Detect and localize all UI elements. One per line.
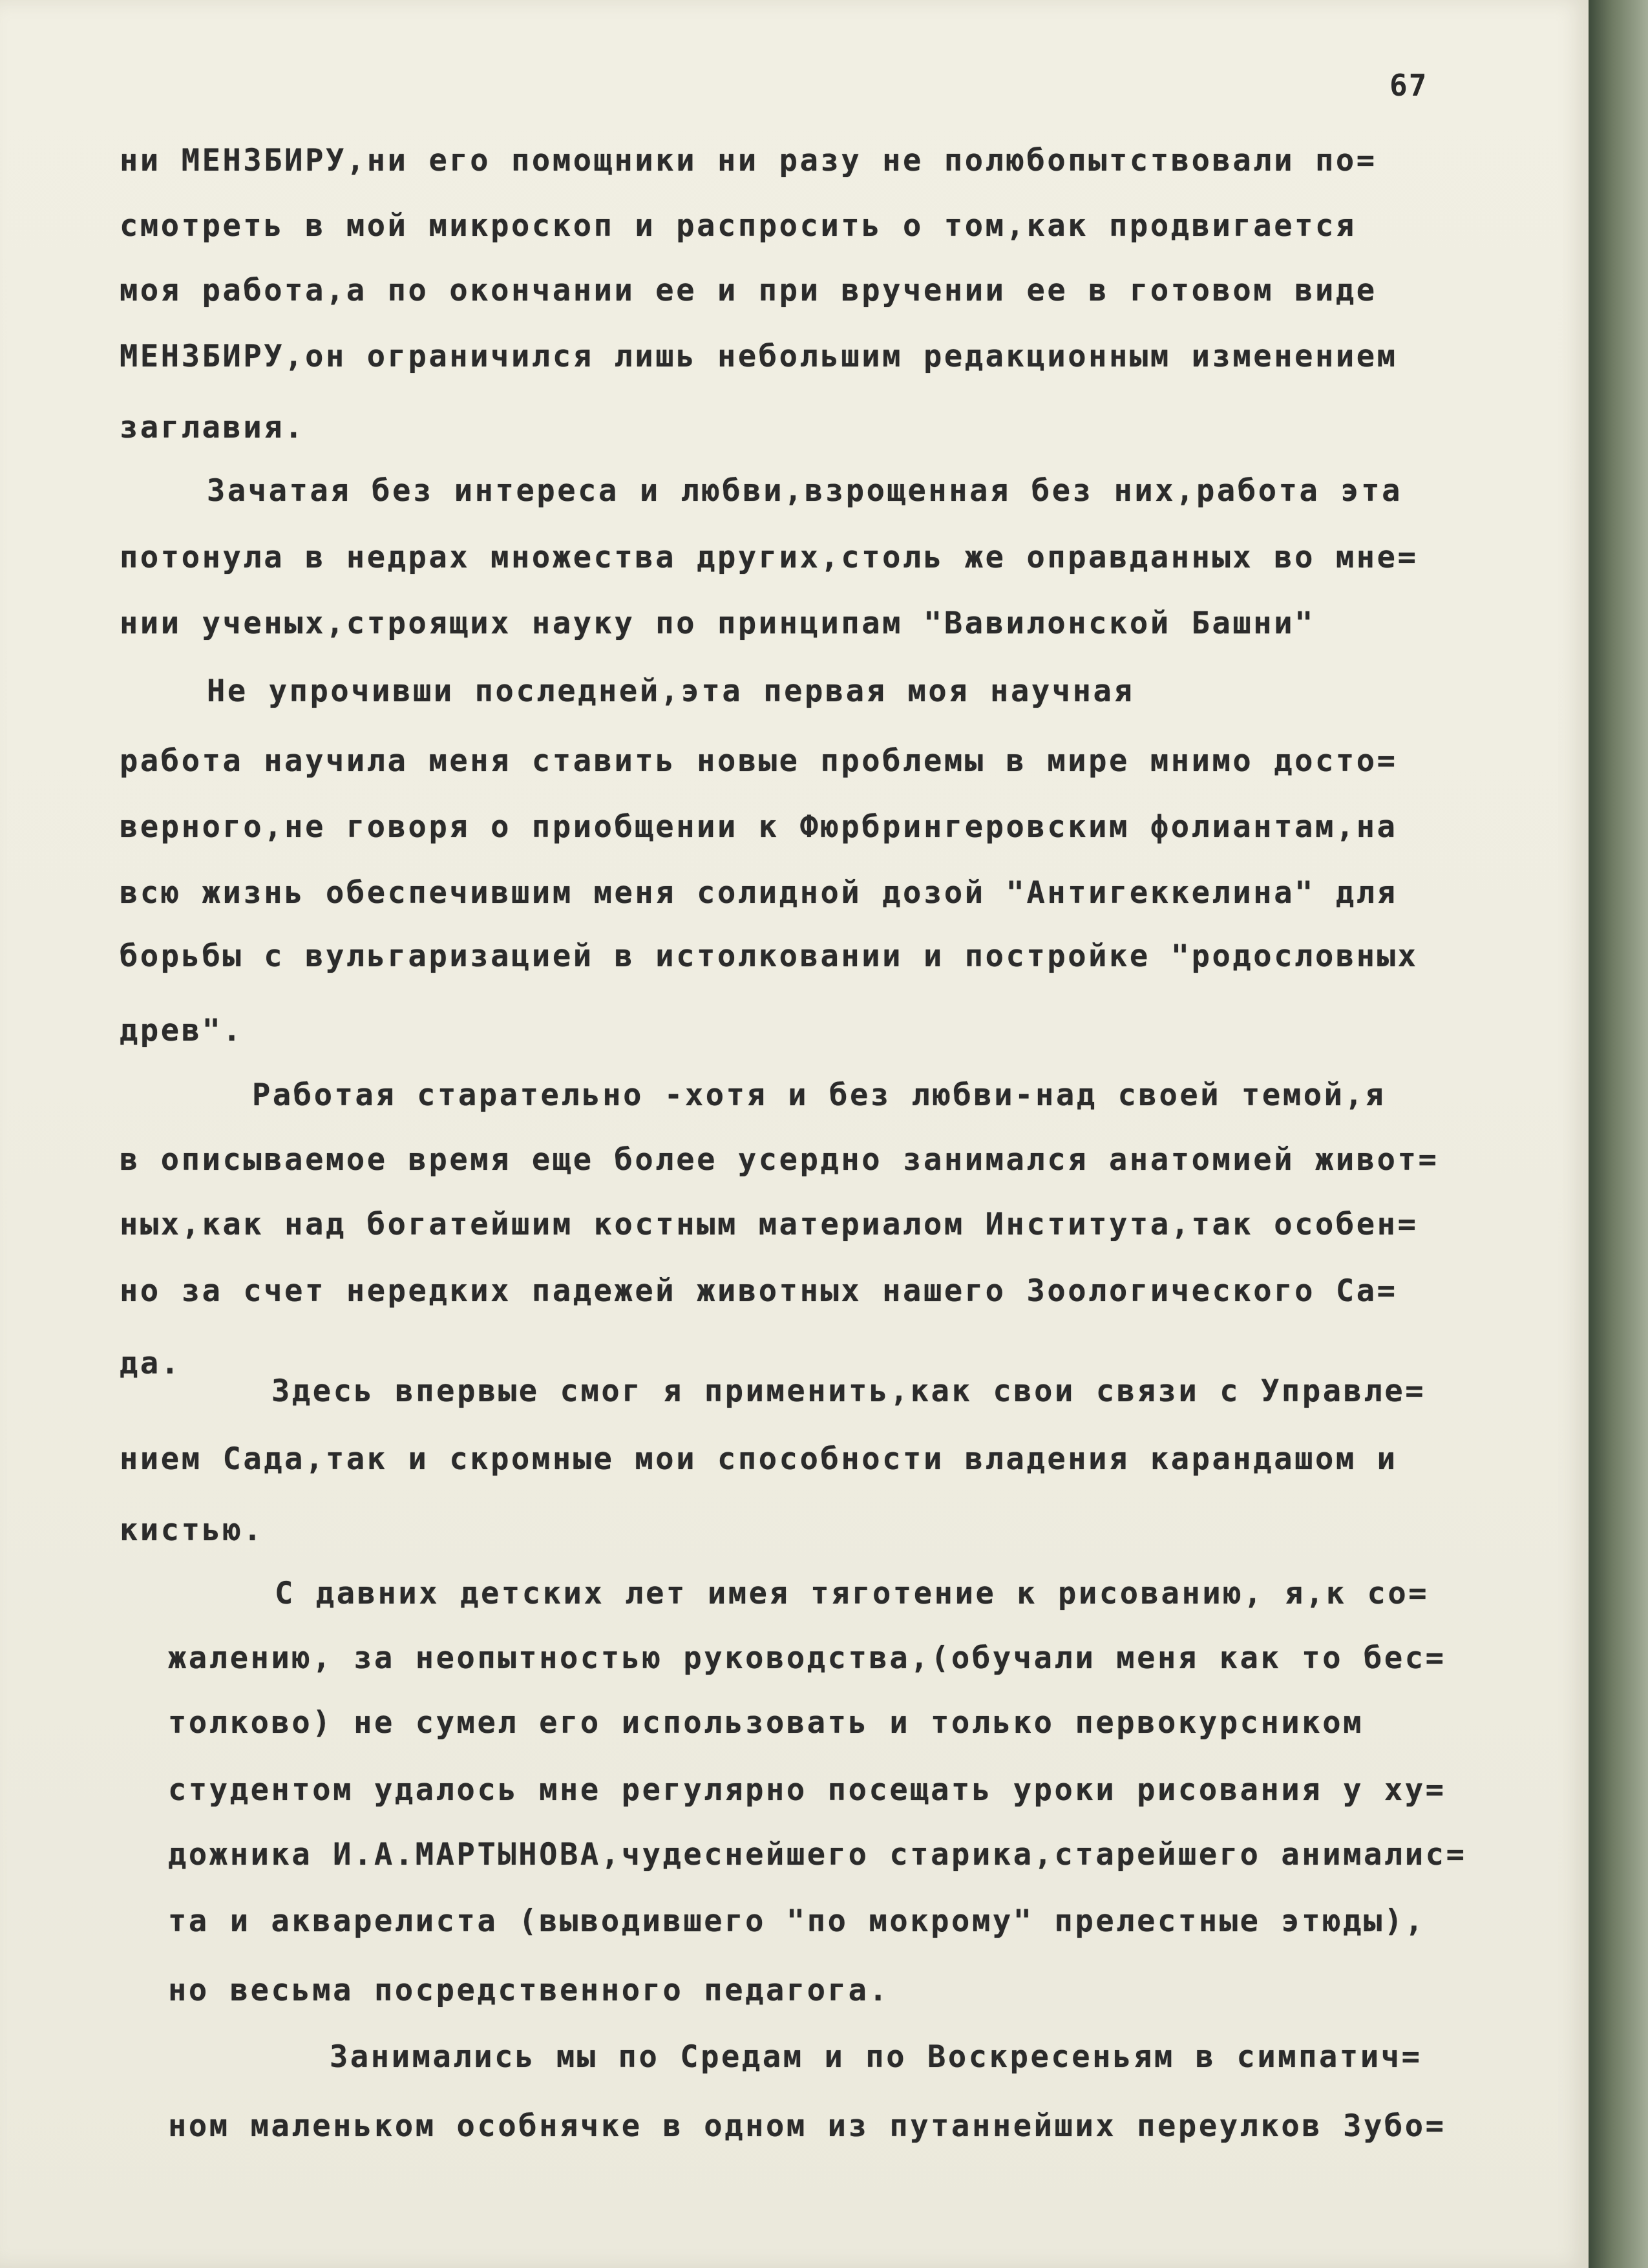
text-line: С давних детских лет имея тяготение к рисованию, я,к со= [275, 1576, 1430, 1611]
text-line: но за счет нередких падежей животных нашего Зоологического Са= [120, 1273, 1398, 1309]
text-line: работа научила меня ставить новые проблемы в мире мнимо досто= [120, 743, 1398, 779]
text-line: Занимались мы по Средам и по Воскресеньям в симпатич= [330, 2039, 1422, 2075]
text-line: нием Сада,так и скромные мои способности владения карандашом и [120, 1441, 1398, 1477]
page-edge-background [1589, 0, 1648, 2268]
text-line: нии ученых,строящих науку по принципам "Вавилонской Башни" [120, 606, 1315, 641]
text-line: жалению, за неопытностью руководства,(обучали меня как то бес= [168, 1640, 1446, 1676]
text-line: борьбы с вульгаризацией в истолковании и постройке "родословных [120, 938, 1419, 974]
text-line: Не упрочивши последней,эта первая моя научная [207, 673, 1135, 709]
text-line: Зачатая без интереса и любви,взрощенная без них,работа эта [207, 473, 1402, 509]
text-line: но весьма посредственного педагога. [168, 1973, 890, 2008]
text-line: моя работа,а по окончании ее и при вручении ее в готовом виде [120, 273, 1377, 308]
text-line: да. [120, 1346, 182, 1381]
text-line: ном маленьком особнячке в одном из путаннейших переулков Зубо= [168, 2108, 1446, 2144]
text-line: древ". [120, 1013, 244, 1048]
text-line: толково) не сумел его использовать и только первокурсником [168, 1705, 1364, 1741]
text-line: дожника И.А.МАРТЫНОВА,чудеснейшего старика,старейшего анималис= [168, 1837, 1467, 1872]
text-line: всю жизнь обеспечившим меня солидной дозой "Антигеккелина" для [120, 875, 1398, 911]
text-line: смотреть в мой микроскоп и распросить о том,как продвигается [120, 208, 1357, 244]
text-line: кистью. [120, 1512, 264, 1548]
text-line: студентом удалось мне регулярно посещать уроки рисования у ху= [168, 1772, 1446, 1808]
text-line: ни МЕНЗБИРУ,ни его помощники ни разу не полюбопытствовали по= [120, 143, 1377, 178]
text-line: МЕНЗБИРУ,он ограничился лишь небольшим редакционным изменением [120, 339, 1398, 374]
text-line: верного,не говоря о приобщении к Фюрбрингеровским фолиантам,на [120, 809, 1398, 845]
text-line: заглавия. [120, 410, 306, 445]
text-line: в описываемое время еще более усердно занимался анатомией живот= [120, 1142, 1439, 1178]
text-line: ных,как над богатейшим костным материалом Института,так особен= [120, 1207, 1419, 1242]
text-line: Здесь впервые смог я применить,как свои связи с Управле= [271, 1373, 1426, 1409]
page-number: 67 [1389, 68, 1428, 103]
text-line: потонула в недрах множества других,столь же оправданных во мне= [120, 540, 1419, 575]
text-line: Работая старательно -хотя и без любви-над своей темой,я [252, 1077, 1386, 1113]
text-line: та и акварелиста (выводившего "по мокрому" прелестные этюды), [168, 1903, 1426, 1939]
